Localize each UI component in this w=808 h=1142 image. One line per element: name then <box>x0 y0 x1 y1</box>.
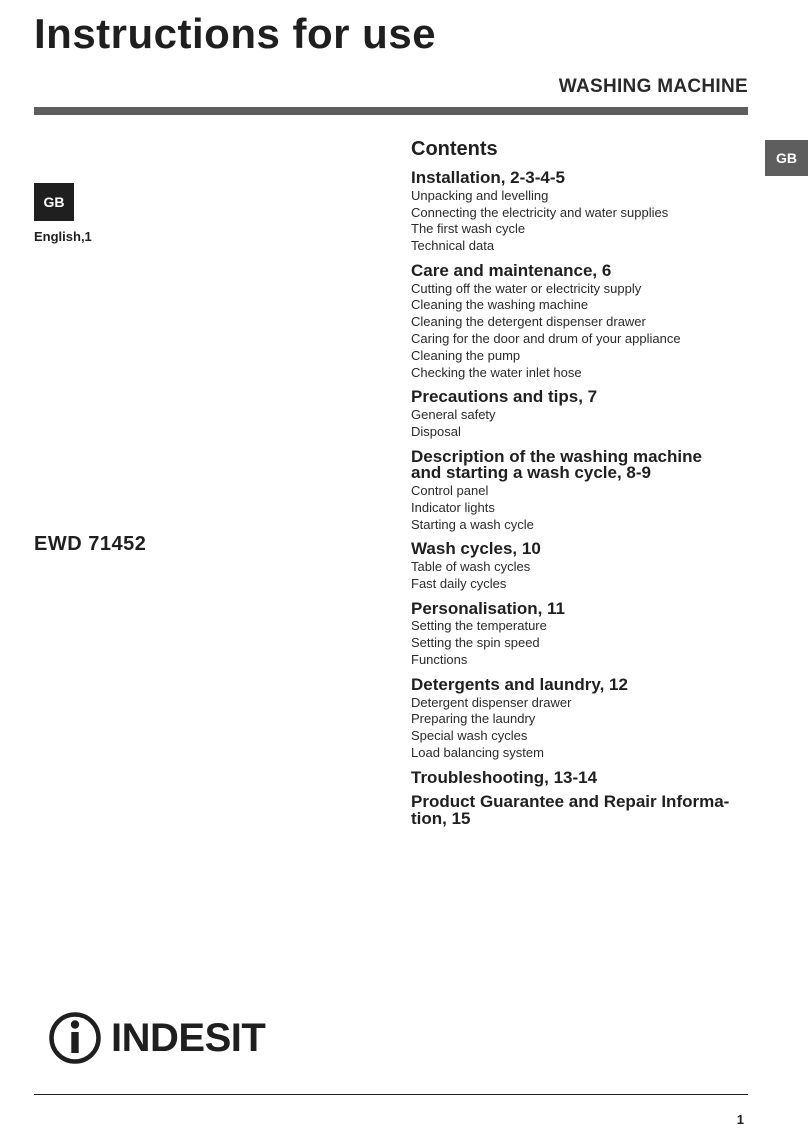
language-badge: GB <box>34 183 74 221</box>
section-item[interactable]: Technical data <box>411 238 495 254</box>
section-item[interactable]: Setting the temperature <box>411 618 547 634</box>
section-item[interactable]: Disposal <box>411 423 461 439</box>
section-title[interactable]: Personalisation, 11 <box>411 598 566 618</box>
contents-section <box>411 170 756 255</box>
section-item[interactable]: Cleaning the washing machine <box>411 297 589 313</box>
section-title[interactable]: Detergents and laundry, 12 <box>411 674 628 694</box>
section-item[interactable]: The first wash cycle <box>411 221 526 237</box>
section-title[interactable]: Product Guarantee and Repair Informa- tion, 15 <box>411 792 730 829</box>
section-item[interactable]: Special wash cycles <box>411 728 528 744</box>
section-title[interactable]: Care and maintenance, 6 <box>411 260 612 280</box>
product-type: WASHING MACHINE <box>558 76 748 97</box>
page-title: Instructions for use <box>34 10 437 57</box>
section-title[interactable]: Troubleshooting, 13-14 <box>411 767 598 787</box>
section-title[interactable]: Installation, 2-3-4-5 <box>411 168 565 187</box>
section-item[interactable]: Control panel <box>411 483 489 499</box>
section-item[interactable]: Starting a wash cycle <box>411 516 534 532</box>
language-tab: GB <box>765 140 808 176</box>
section-item[interactable]: Cleaning the detergent dispenser drawer <box>411 314 646 330</box>
section-item[interactable]: Fast daily cycles <box>411 575 507 591</box>
section-item[interactable]: Connecting the electricity and water supplies <box>411 204 669 220</box>
section-item[interactable]: Preparing the laundry <box>411 711 536 727</box>
contents-section <box>411 389 756 440</box>
indesit-logo <box>47 1010 266 1066</box>
section-item[interactable]: Cleaning the pump <box>411 347 521 363</box>
indesit-i-logo-icon <box>47 1010 103 1066</box>
section-item[interactable]: Table of wash cycles <box>411 559 531 575</box>
header-bar <box>34 107 748 115</box>
section-title[interactable]: Precautions and tips, 7 <box>411 387 598 407</box>
section-item[interactable]: Detergent dispenser drawer <box>411 694 572 710</box>
section-item[interactable]: Load balancing system <box>411 744 544 760</box>
section-item[interactable]: Unpacking and levelling <box>411 187 549 203</box>
section-item[interactable]: Checking the water inlet hose <box>411 364 582 380</box>
contents-section <box>411 674 756 762</box>
language-link[interactable]: English,1 <box>34 229 92 244</box>
section-item[interactable]: Caring for the door and drum of your appliance <box>411 330 681 346</box>
contents-section <box>411 541 756 592</box>
section-item[interactable]: General safety <box>411 407 496 423</box>
section-item[interactable]: Cutting off the water or electricity supply <box>411 280 642 296</box>
model-name: EWD 71452 <box>34 533 147 555</box>
section-item[interactable]: Setting the spin speed <box>411 635 540 651</box>
contents-title: Contents <box>411 138 498 160</box>
section-title[interactable]: Wash cycles, 10 <box>411 539 541 559</box>
brand-wordmark: INDESIT <box>111 1016 266 1060</box>
section-title[interactable]: Description of the washing machine and starting a wash cycle, 8-9 <box>411 446 702 483</box>
contents-section <box>411 794 756 827</box>
section-item[interactable]: Functions <box>411 652 468 668</box>
table-of-contents <box>411 136 756 836</box>
contents-section <box>411 598 756 669</box>
page-number: 1 <box>736 1112 744 1127</box>
section-item[interactable]: Indicator lights <box>411 499 495 515</box>
contents-section <box>411 260 756 381</box>
contents-section <box>411 767 756 787</box>
contents-section <box>411 446 756 534</box>
contents-sections <box>411 170 756 828</box>
footer-rule <box>34 1094 748 1095</box>
